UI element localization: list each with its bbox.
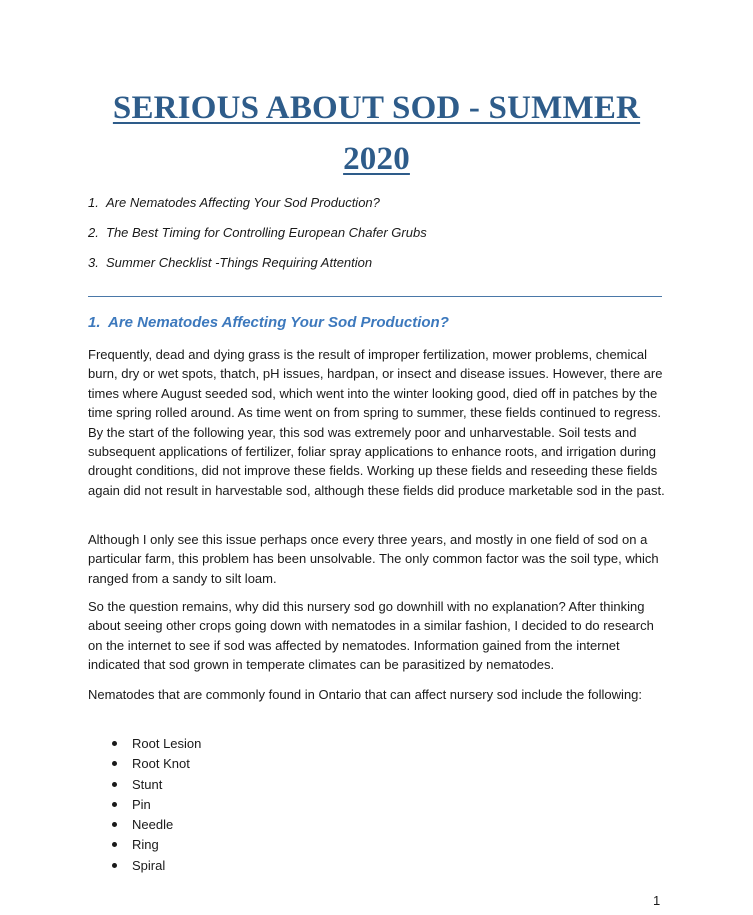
list-item xyxy=(112,734,201,754)
section-heading-text: Are Nematodes Affecting Your Sod Production? xyxy=(108,314,449,331)
bullet-icon xyxy=(112,863,117,868)
page-number: 1 xyxy=(653,893,661,908)
list-item xyxy=(112,856,201,876)
list-item xyxy=(112,835,201,855)
list-item-text: Root Lesion xyxy=(132,736,202,751)
bullet-icon xyxy=(112,802,117,807)
toc-item xyxy=(88,194,427,224)
list-item-text: Needle xyxy=(132,817,174,833)
list-item-text: Pin xyxy=(132,796,151,812)
body-paragraph: Nematodes that are commonly found in Ontario that can affect nursery sod include the following: xyxy=(88,687,643,702)
document-title-line-1: SERIOUS ABOUT SOD - SUMMER xyxy=(112,90,641,126)
toc-item-number: 2. xyxy=(88,225,99,240)
bullet-icon xyxy=(112,822,117,827)
list-item xyxy=(112,775,201,795)
section-divider xyxy=(88,296,662,297)
list-item-text: Ring xyxy=(132,837,159,853)
body-paragraph: So the question remains, why did this nursery sod go downhill with no explanation? After thinking about seeing other crops going down with nematodes in a similar fashion, I decided to do research on the internet to see if sod was affected by nematodes. Information gained from the internet indicated that sod grown in temperate climates can be parasitized by nematodes. xyxy=(88,599,654,673)
toc-item xyxy=(88,224,427,254)
toc-item xyxy=(88,254,427,284)
toc-item-text: The Best Timing for Controlling European Chafer Grubs xyxy=(106,225,427,240)
list-item xyxy=(112,815,201,835)
bullet-icon xyxy=(112,741,117,746)
list-item xyxy=(112,795,201,815)
list-item-text: Stunt xyxy=(132,776,163,792)
section-heading xyxy=(88,313,449,333)
section-heading-number: 1. xyxy=(88,314,101,331)
document-title-line-2: 2020 xyxy=(343,141,410,177)
table-of-contents xyxy=(88,194,427,284)
body-paragraph: Although I only see this issue perhaps once every three years, and mostly in one field of sod on a particular farm, this problem has been unsolvable. The only common factor was the soil type, which ranged from a sandy to silt loam. xyxy=(88,532,659,586)
toc-item-number: 3. xyxy=(88,255,99,270)
toc-item-text: Summer Checklist -Things Requiring Attention xyxy=(106,255,373,270)
toc-item-text: Are Nematodes Affecting Your Sod Production? xyxy=(106,195,380,210)
bullet-icon xyxy=(112,842,117,847)
list-item-text: Spiral xyxy=(132,857,166,873)
bullet-icon xyxy=(112,782,117,787)
list-item-text: Root Knot xyxy=(132,756,190,772)
nematode-list xyxy=(112,734,201,876)
bullet-icon xyxy=(112,761,117,766)
toc-item-number: 1. xyxy=(88,195,99,210)
body-paragraph: Frequently, dead and dying grass is the result of improper fertilization, mower problems, chemical burn, dry or wet spots, thatch, pH issues, hardpan, or insect and disease issues. However, there are times where August seeded sod, which went into the winter looking good, died off in patches by the time spring rolled around. As time went on from spring to summer, these fields continued to regress. By the start of the following year, this sod was extremely poor and unharvestable. Soil tests and subsequent applications of fertilizer, foliar spray applications to enhance roots, and irrigation during drought conditions, did not improve these fields. Working up these fields and reseeding these fields again did not result in harvestable sod, although these fields did produce marketable sod in the past. xyxy=(88,347,665,498)
list-item xyxy=(112,754,201,774)
